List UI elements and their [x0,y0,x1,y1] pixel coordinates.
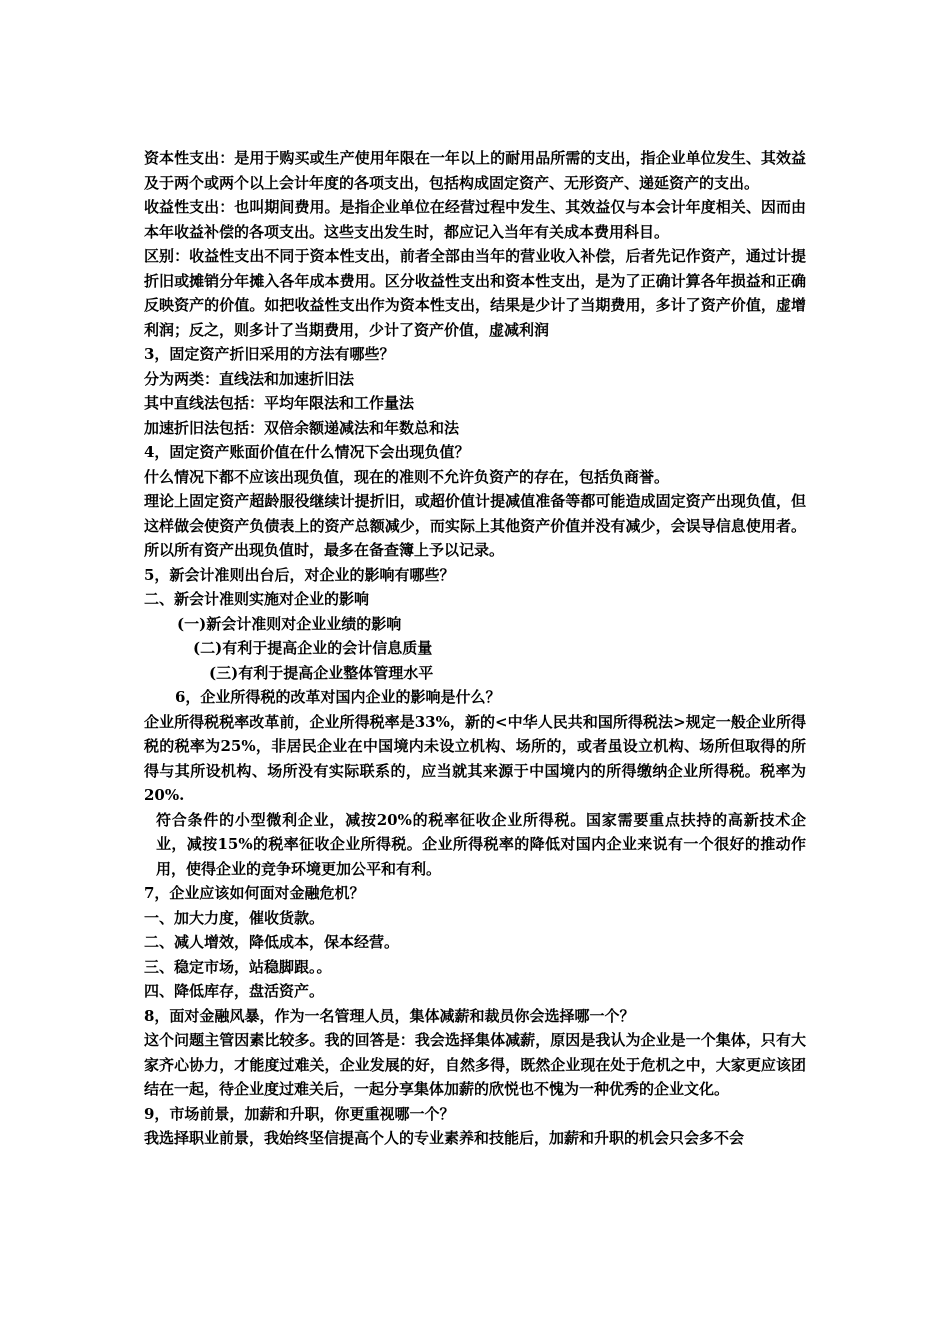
document-page [144,146,806,1151]
answer-4-line-1: 什么情况下都不应该出现负值，现在的准则不允许负资产的存在，包括负商誉。 [144,467,670,486]
question-6: 6，企业所得税的改革对国内企业的影响是什么？ [175,688,501,706]
answer-5-item-2: (二)有利于提高企业的会计信息质量 [193,639,433,657]
answer-7-item-4: 四、降低库存，盘活资产。 [144,982,325,1000]
answer-3-line-3: 加速折旧法包括：双倍余额递减法和年数总和法 [144,418,460,437]
answer-7-item-3: 三、稳定市场，站稳脚跟。。 [144,957,332,976]
answer-7-item-1: 一、加大力度，催收货款。 [144,908,325,927]
question-9: 9，市场前景，加薪和升职，你更重视哪一个？ [144,1104,455,1123]
answer-3-line-1: 分为两类：直线法和加速折旧法 [144,369,355,388]
question-3: 3，固定资产折旧采用的方法有哪些？ [144,345,395,363]
paragraph-revenue-expenditure: 收益性支出：也叫期间费用。是指企业单位在经营过程中发生、其效益仅与本会计年度相关、因而由本年收益补偿的各项支出。这些支出发生时，都应记入当年有关成本费用科目。 [144,198,806,241]
answer-5-item-3: (三)有利于提高企业整体管理水平 [209,663,434,682]
answer-6-paragraph-2: 符合条件的小型微利企业，减按20%的税率征收企业所得税。国家需要重点扶持的高新技术企业，减按15%的税率征收企业所得税。企业所得税率的降低对国内企业来说有一个很好的推动作用，使得企业的竞争环境更加公平和有利。 [156,810,806,878]
answer-5-item-1: (一)新会计准则对企业业绩的影响 [177,614,402,633]
answer-8-paragraph: 这个问题主管因素比较多。我的回答是：我会选择集体减薪，原因是我认为企业是一个集体，只有大家齐心协力，才能度过难关，企业发展的好，自然多得，既然企业现在处于危机之中，大家更应该团结在一起，待企业度过难关后，一起分享集体加薪的欣悦也不愧为一种优秀的企业文化。 [144,1031,806,1098]
paragraph-difference: 区别：收益性支出不同于资本性支出，前者全部由当年的营业收入补偿，后者先记作资产，通过计提折旧或摊销分年摊入各年成本费用。区分收益性支出和资本性支出，是为了正确计算各年损益和正确反映资产的价值。如把收益性支出作为资本性支出，结果是少计了当期费用，多计了资产价值，虚增利润；反之，则多计了当期费用，少计了资产价值，虚减利润 [144,247,806,339]
question-7: 7，企业应该如何面对金融危机？ [144,884,365,902]
answer-3-line-2: 其中直线法包括：平均年限法和工作量法 [144,394,415,412]
question-4: 4，固定资产账面价值在什么情况下会出现负值？ [144,443,470,461]
answer-5-heading: 二、新会计准则实施对企业的影响 [144,590,370,608]
question-5: 5，新会计准则出台后，对企业的影响有哪些？ [144,565,455,584]
answer-9-paragraph: 我选择职业前景，我始终坚信提高个人的专业素养和技能后，加薪和升职的机会只会多不会 [144,1129,745,1147]
answer-7-item-2: 二、减人增效，降低成本，保本经营。 [144,933,400,951]
answer-6-paragraph-1: 企业所得税税率改革前，企业所得税率是33%，新的<中华人民共和国所得税法>规定一般企业所得税的税率为25%，非居民企业在中国境内未设立机构、场所的，或者虽设立机构、场所但取得的所得与其所设机构、场所没有实际联系的，应当就其来源于中国境内的所得缴纳企业所得税。税率为20%. [144,712,806,804]
question-8: 8，面对金融风暴，作为一名管理人员，集体减薪和裁员你会选择哪一个？ [144,1006,635,1025]
answer-4-paragraph: 理论上固定资产超龄服役继续计提折旧，或超价值计提减值准备等都可能造成固定资产出现负值，但这样做会使资产负债表上的资产总额减少，而实际上其他资产价值并没有减少，会误导信息使用者。所以所有资产出现负值时，最多在备查簿上予以记录。 [144,492,806,559]
paragraph-capital-expenditure: 资本性支出：是用于购买或生产使用年限在一年以上的耐用品所需的支出，指企业单位发生、其效益及于两个或两个以上会计年度的各项支出，包括构成固定资产、无形资产、递延资产的支出。 [144,149,806,192]
